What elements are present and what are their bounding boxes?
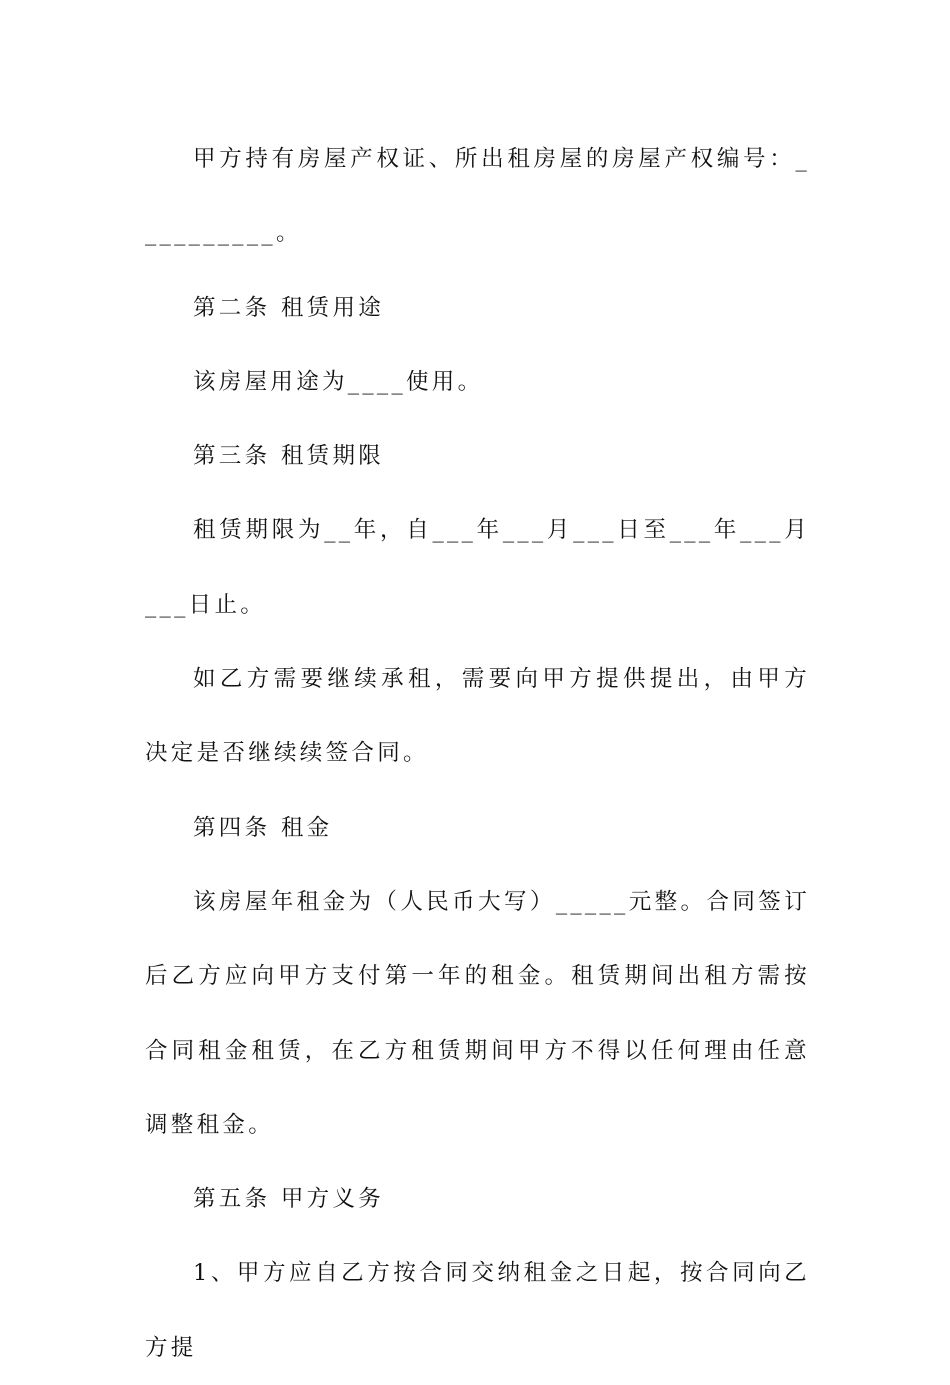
heading-article-3: 第三条 租赁期限 <box>193 443 385 470</box>
paragraph-property-number: 甲方持有房屋产权证、所出租房屋的房屋产权编号：__________。 <box>145 146 810 247</box>
paragraph-rent: 该房屋年租金为（人民币大写）_____元整。合同签订后乙方应向甲方支付第一年的租金。租赁期间出租方需按合同租金租赁，在乙方租赁期间甲方不得以任何理由任意调整租金。 <box>145 888 810 1138</box>
paragraph-usage: 该房屋用途为____使用。 <box>193 368 484 395</box>
heading-article-5: 第五条 甲方义务 <box>193 1186 385 1213</box>
paragraph-lessor-duty-1: 1、甲方应自乙方按合同交纳租金之日起，按合同向乙方提 <box>145 1260 810 1361</box>
heading-article-2: 第二条 租赁用途 <box>193 294 385 321</box>
heading-article-4: 第四条 租金 <box>193 814 333 841</box>
document-body <box>145 122 810 1385</box>
paragraph-renewal: 如乙方需要继续承租，需要向甲方提供提出，由甲方决定是否继续续签合同。 <box>145 666 810 767</box>
paragraph-lease-term: 租赁期限为__年，自___年___月___日至___年___月___日止。 <box>145 517 810 618</box>
